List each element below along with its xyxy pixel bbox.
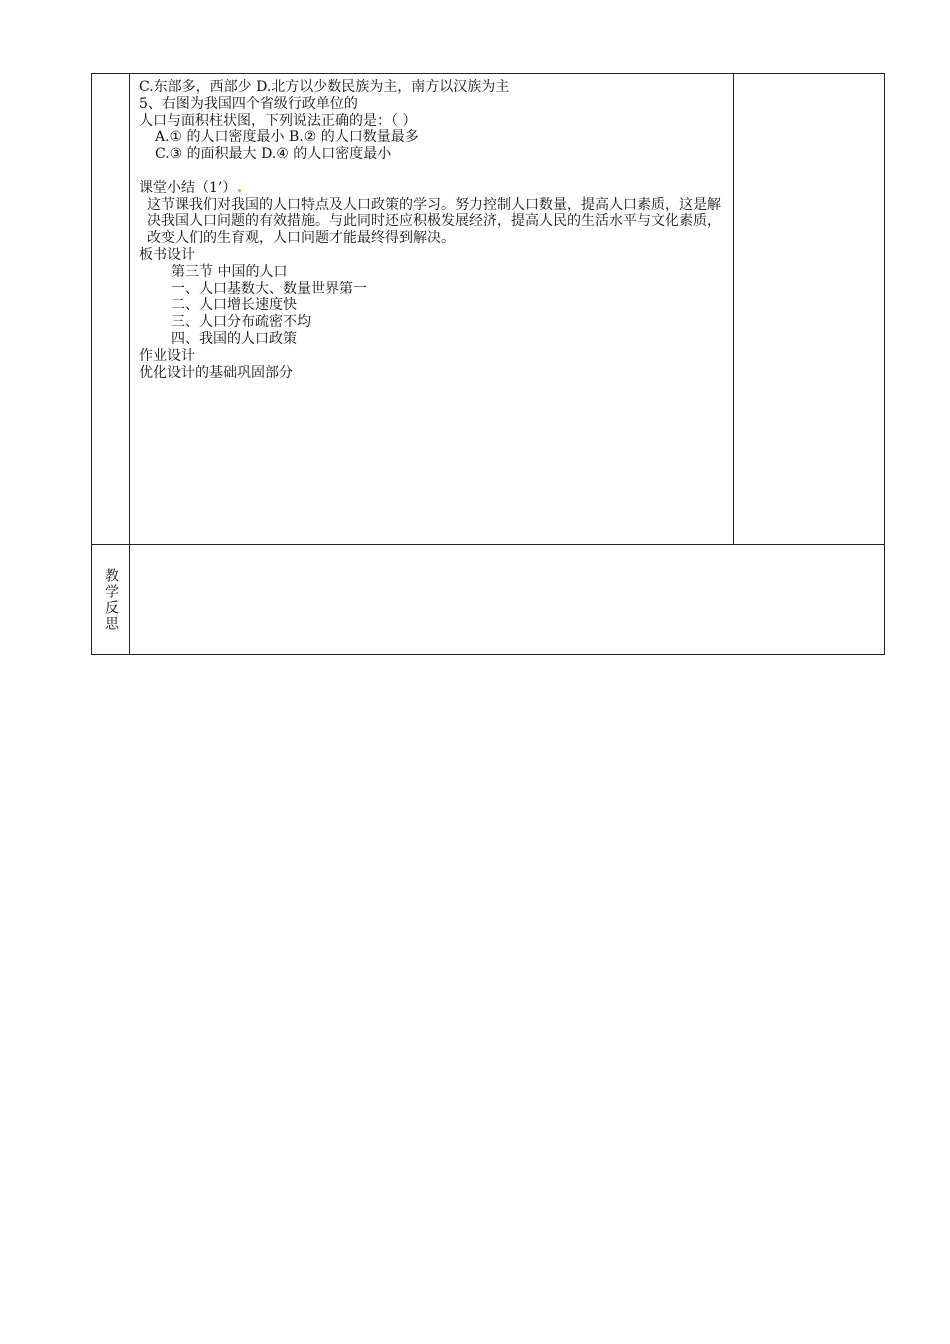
board-item-3: 三、人口分布疏密不均	[171, 314, 311, 331]
summary-body: 这节课我们对我国的人口特点及人口政策的学习。努力控制人口数量，提高人口素质，这是解决我国人口问题的有效措施。与此同时还应积极发展经济，提高人民的生活水平与文化素质，改变人们的生育观，人口问题才能最终得到解决。	[147, 196, 721, 247]
summary-title-text: 课堂小结（1’）	[139, 179, 237, 196]
board-item-4: 四、我国的人口政策	[171, 330, 297, 347]
question-5-stem-line2: 人口与面积柱状图，下列说法正确的是：（ ）	[139, 112, 417, 129]
board-item-2: 二、人口增长速度快	[171, 297, 297, 314]
lesson-content	[139, 79, 729, 381]
board-item-1: 一、人口基数大、数量世界第一	[171, 280, 367, 297]
homework-body: 优化设计的基础巩固部分	[139, 364, 293, 381]
ink-mark	[238, 189, 241, 192]
question-5-options-cd: C.③ 的面积最大 D.④ 的人口密度最小	[155, 146, 392, 163]
spacer	[139, 163, 729, 180]
board-heading: 第三节 中国的人口	[171, 263, 288, 280]
teaching-reflection-text: 教学反思	[103, 568, 119, 632]
reflection-row-divider	[92, 544, 884, 545]
question-options-cd: C.东部多，西部少 D.北方以少数民族为主，南方以汉族为主	[139, 79, 510, 95]
homework-title: 作业设计	[139, 347, 195, 364]
notes-column-divider	[733, 74, 734, 545]
board-design-title: 板书设计	[139, 246, 195, 263]
teaching-reflection-label	[92, 545, 130, 655]
question-5-stem-line1: 5、右图为我国四个省级行政单位的	[139, 95, 358, 112]
lesson-plan-table	[91, 73, 885, 655]
question-5-options-ab: A.① 的人口密度最小 B.② 的人口数量最多	[155, 129, 419, 146]
summary-title	[139, 180, 729, 197]
